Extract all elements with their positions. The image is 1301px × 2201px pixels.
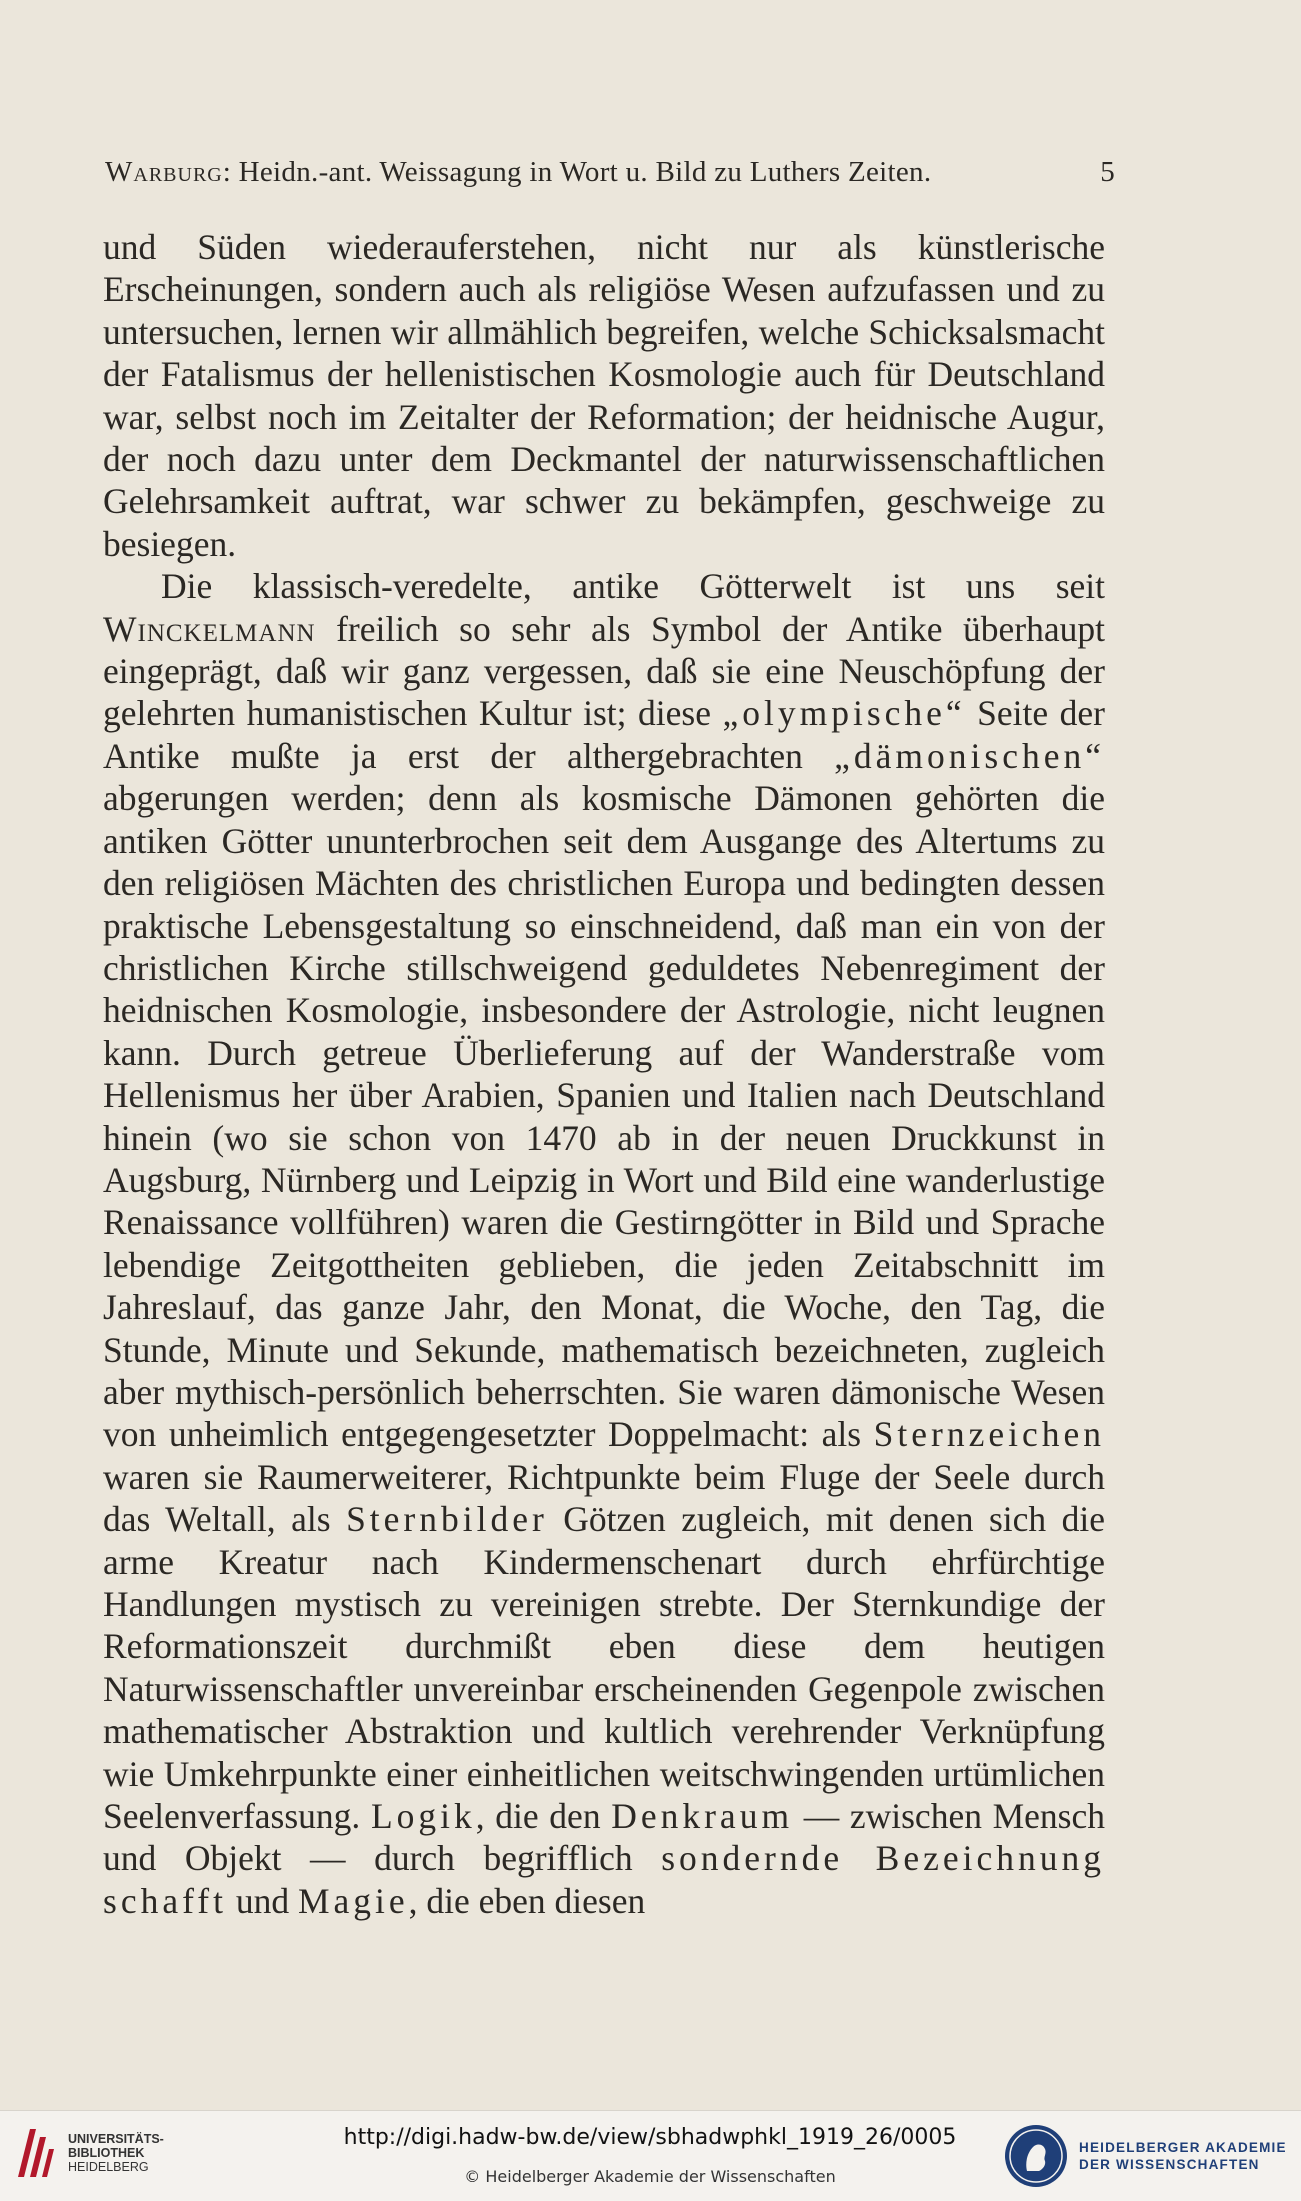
paragraph-1: und Süden wiederauferstehen, nicht nur als künstlerische Erscheinungen, sondern auch als religiöse Wesen aufzufassen und zu untersuchen, lernen wir allmählich begreifen, welche Schicksalsmacht der Fatalismus der hellenistischen Kosmologie auch für Deutschland war, selbst noch im Zeitalter der Reformation; der heidnische Augur, der noch dazu unter dem Deckmantel der naturwissenschaftlichen Gelehrsamkeit auftrat, war schwer zu bekämpfen, geschweige zu besiegen.: [103, 227, 1105, 564]
library-line-2: BIBLIOTHEK: [68, 2146, 145, 2160]
spaced-olympische: „olympische“: [722, 693, 966, 734]
spaced-magie: Magie: [297, 1880, 409, 1921]
permalink-url[interactable]: http://digi.hadw-bw.de/view/sbhadwphkl_1919_26/0005: [343, 2125, 957, 2150]
library-name: [68, 2132, 164, 2174]
spaced-sternzeichen: Sternzeichen: [873, 1414, 1105, 1455]
library-emblem-icon: [14, 2123, 56, 2183]
spaced-sondernde-bezeichnung: sondernde Bezeichnung: [661, 1838, 1106, 1879]
page-number: 5: [1100, 156, 1115, 188]
academy-line-1: HEIDELBERGER AKADEMIE: [1079, 2140, 1287, 2155]
copyright-notice: © Heidelberger Akademie der Wissenschaften: [464, 2167, 836, 2186]
text-run: waren sie Raumerweiterer, Richtpunkte beim Fluge der Seele durch das Weltall, als: [103, 1456, 1105, 1540]
library-line-3: HEIDELBERG: [68, 2160, 149, 2174]
academy-name: [1079, 2139, 1287, 2173]
text-run: — zwischen Mensch und Objekt — durch begrifflich: [103, 1796, 1105, 1879]
name-winckelmann: Winckelmann: [103, 608, 316, 649]
header-title: : Heidn.-ant. Weissagung in Wort u. Bild zu Luthers Zeiten.: [222, 156, 932, 188]
spaced-schafft: schafft: [103, 1880, 227, 1921]
library-line-1: UNIVERSITÄTS-: [68, 2132, 164, 2146]
text-run: , die den: [475, 1796, 612, 1837]
spaced-sternbilder: Sternbilder: [346, 1499, 548, 1540]
text-run: Die klassisch-veredelte, antike Götterwelt ist uns seit: [161, 566, 1105, 607]
spaced-denkraum: Denkraum: [611, 1796, 794, 1837]
university-library-logo[interactable]: [14, 2123, 164, 2183]
paragraph-2: [103, 565, 1105, 1922]
text-run: Seite der Antike mußte ja erst der althergebrachten: [103, 693, 1105, 776]
body-text: [103, 226, 1105, 1922]
academy-logo[interactable]: [1003, 2123, 1287, 2189]
academy-seal-icon: [1003, 2123, 1069, 2189]
text-run: Götzen zugleich, mit denen sich die arme Kreatur nach Kindermenschenart durch ehrfürchtige Handlungen mystisch zu vereinigen strebte. Der Sternkundige der Reformationszeit durchmißt eben diese dem heutigen Naturwissenschaftler unvereinbar erscheinenden Gegenpole zwischen mathematischer Abstraktion und kultlich verehrender Verknüpfung wie Umkehrpunkte einer einheitlichen weitschwingenden urtümlichen Seelenverfassung.: [103, 1499, 1105, 1837]
running-header: [105, 156, 1115, 189]
header-title-line: [105, 156, 931, 189]
text-run: freilich so sehr als Symbol der Antike überhaupt eingeprägt, daß wir ganz vergessen, daß sie eine Neuschöpfung der gelehrten humanistischen Kultur ist; diese: [103, 608, 1105, 734]
text-run: abgerungen werden; denn als kosmische Dämonen gehörten die antiken Götter ununterbrochen seit dem Ausgange des Altertums zu den religiösen Mächten des christlichen Europa und bedingten dessen praktische Lebensgestaltung so einschneidend, daß man ein von der christlichen Kirche stillschweigend geduldetes Nebenregiment der heidnischen Kosmologie, insbesondere der Astrologie, nicht leugnen kann. Durch getreue Überlieferung auf der Wanderstraße vom Hellenismus her über Arabien, Spanien und Italien nach Deutschland hinein (wo sie schon von 1470 ab in der neuen Druckkunst in Augsburg, Nürnberg und Leipzig in Wort und Bild eine wanderlustige Renaissance vollführen) waren die Gestirngötter in Bild und Sprache lebendige Zeitgottheiten geblieben, die jeden Zeitabschnitt im Jahreslauf, das ganze Jahr, den Monat, die Woche, den Tag, die Stunde, Minute und Sekunde, mathematisch bezeichneten, zugleich aber mythisch-persönlich beherrschten. Sie waren dämonische Wesen von unheimlich entgegengesetzter Doppelmacht: als: [103, 778, 1105, 1455]
header-author: Warburg: [105, 156, 223, 188]
text-run: und: [226, 1880, 298, 1921]
spaced-logik: Logik: [370, 1796, 476, 1837]
academy-line-2: DER WISSENSCHAFTEN: [1079, 2157, 1260, 2172]
spaced-daemonischen: „dämonischen“: [834, 735, 1105, 776]
text-run: , die eben diesen: [408, 1880, 646, 1921]
viewer-footer: [0, 2110, 1301, 2201]
